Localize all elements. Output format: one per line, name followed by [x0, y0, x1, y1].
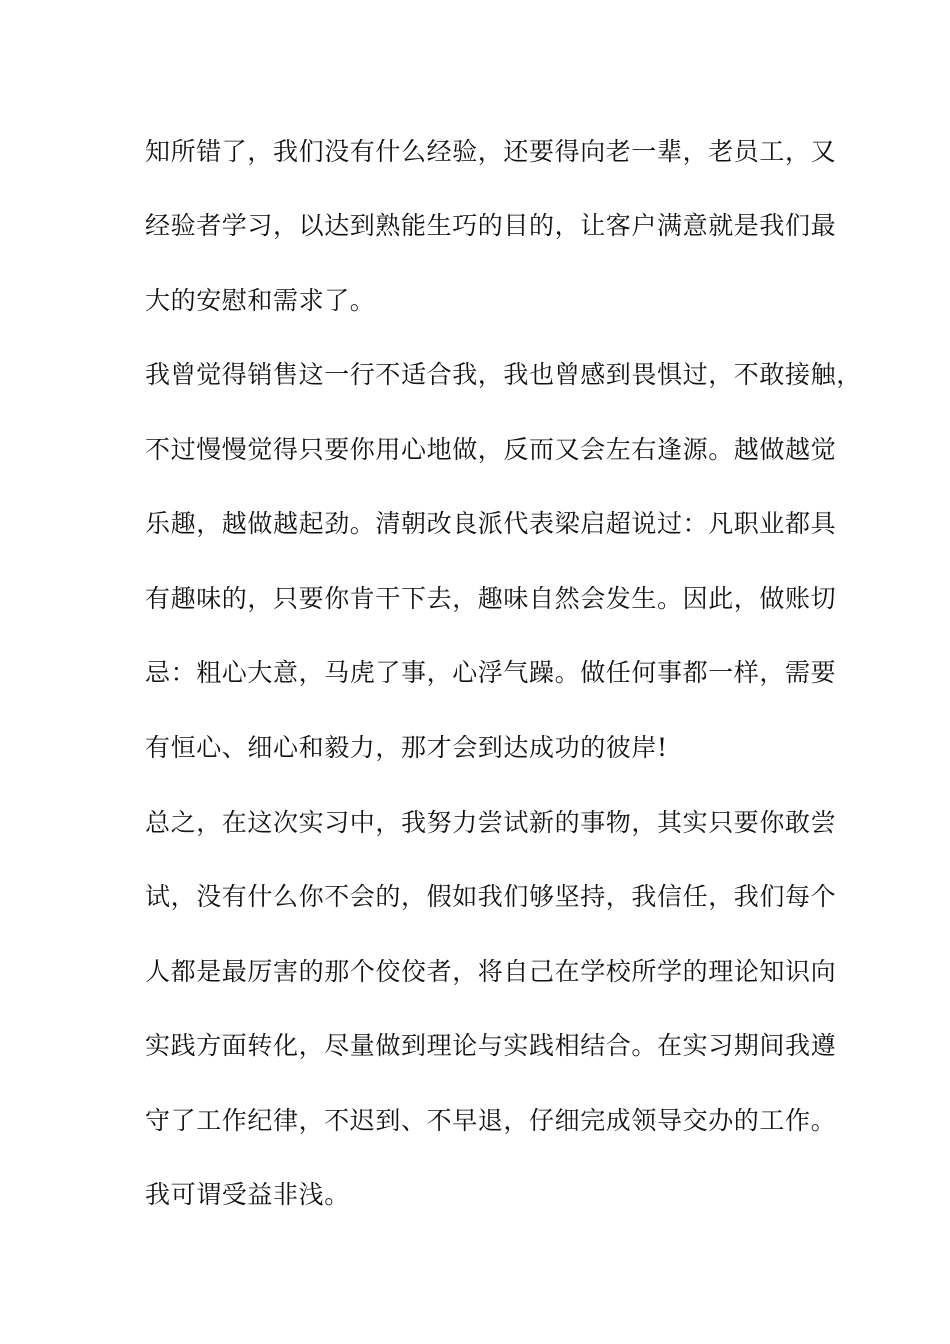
text-line: 我可谓受益非浅。 [145, 1180, 350, 1209]
text-line: 不过慢慢觉得只要你用心地做，反而又会左右逢源。越做越觉 [145, 435, 837, 464]
text-line: 有恒心、细心和毅力，那才会到达成功的彼岸! [145, 733, 668, 762]
text-line: 人都是最厉害的那个佼佼者，将自己在学校所学的理论知识向 [145, 957, 837, 986]
text-line: 经验者学习，以达到熟能生巧的目的，让客户满意就是我们最 [145, 211, 837, 240]
text-line: 我曾觉得销售这一行不适合我，我也曾感到畏惧过，不敢接触， [145, 360, 862, 389]
text-line: 知所错了，我们没有什么经验，还要得向老一辈，老员工，又 [145, 137, 837, 166]
text-line: 忌：粗心大意，马虎了事，心浮气躁。做任何事都一样，需要 [145, 658, 837, 687]
text-line: 守了工作纪律，不迟到、不早退，仔细完成领导交办的工作。 [145, 1106, 837, 1135]
text-line: 大的安慰和需求了。 [145, 286, 376, 315]
text-line: 总之，在这次实习中，我努力尝试新的事物，其实只要你敢尝 [145, 808, 837, 837]
text-line: 乐趣，越做越起劲。清朝改良派代表梁启超说过：凡职业都具 [145, 509, 837, 538]
text-line: 实践方面转化，尽量做到理论与实践相结合。在实习期间我遵 [145, 1031, 837, 1060]
text-line: 有趣味的，只要你肯干下去，趣味自然会发生。因此，做账切 [145, 584, 837, 613]
text-line: 试，没有什么你不会的，假如我们够坚持，我信任，我们每个 [145, 882, 837, 911]
